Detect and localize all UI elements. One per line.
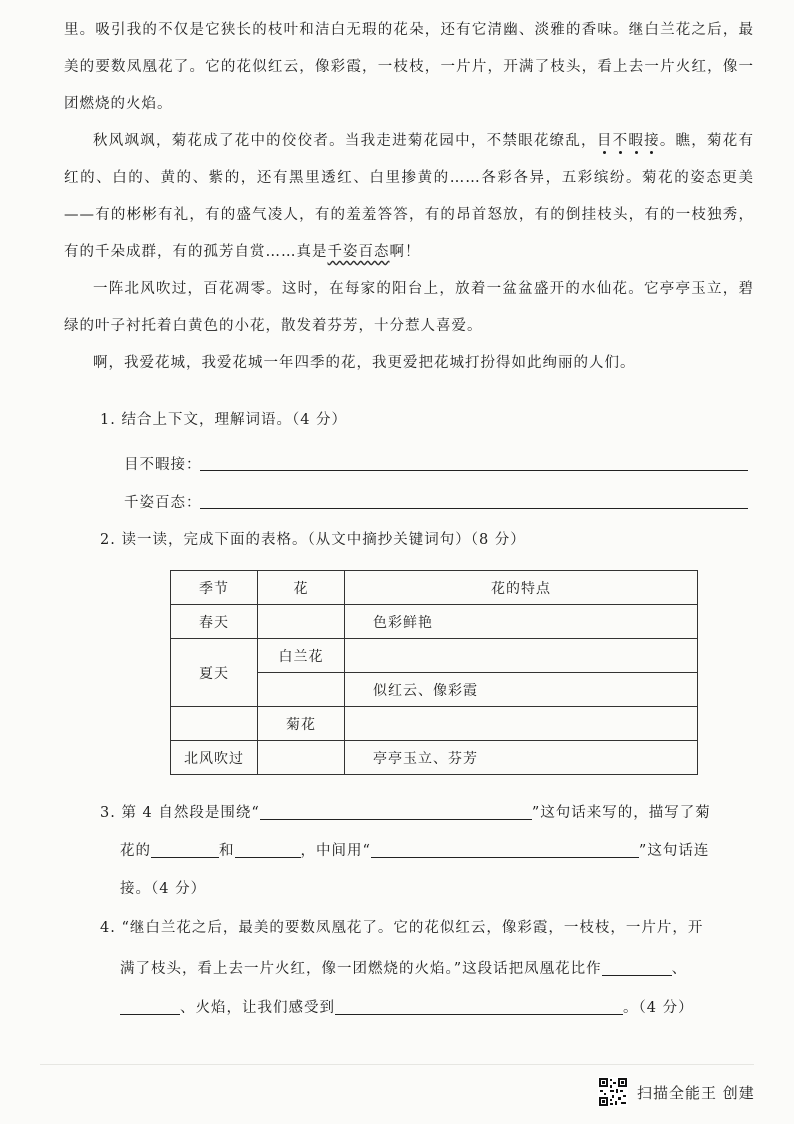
p2-after: 。瞧，菊花有红的、白的、黄的、紫的，还有黑里透红、白里掺黄的……各彩各异，五彩缤纷。菊花的姿态更美——有的彬彬有礼，有的盛气凌人，有的羞羞答答，有的昂首怒放，有的倒挂枝头，有的一枝独秀，有的千朵成群，有的孤芳自赏……真是: [64, 133, 755, 260]
q4-blank-2[interactable]: [120, 1000, 180, 1015]
q4-blank-1[interactable]: [602, 961, 672, 976]
qr-code-icon: [598, 1077, 628, 1107]
table-row-autumn: [171, 707, 698, 741]
p1-line3: 去一片火红，像一团燃烧的火焰。: [64, 59, 755, 112]
cell-summer: 夏天: [171, 639, 258, 707]
table-header-row: [171, 571, 698, 605]
q3-line1: [100, 803, 711, 823]
passage-paragraph-1: [64, 12, 754, 123]
q3-blank-2[interactable]: [151, 843, 219, 858]
q3-blank-1[interactable]: [260, 805, 532, 820]
passage-paragraph-2: [64, 123, 754, 271]
cell-autumn-flower: 菊花: [258, 707, 345, 741]
table-row-winter: [171, 741, 698, 775]
wavy-phrase: 千姿百态: [327, 244, 390, 260]
q1-word1-label: 目不暇接：: [124, 457, 202, 473]
q2-title: 2. 读一读，完成下面的表格。（从文中摘抄关键词句）（8 分）: [100, 532, 526, 548]
p3-text: 一阵北风吹过，百花凋零。这时，在每家的阳台上，放着一盆盆盛开的水仙花。它亭亭玉立，碧绿的叶子衬托着白黄色的小花，散发着芬芳，十分惹人喜爱。: [64, 281, 754, 334]
cell-winter-feature: 亭亭玉立、芬芳: [345, 741, 698, 775]
q4-line2-end: 、: [671, 961, 688, 977]
q3-line3: 接。（4 分）: [120, 881, 207, 897]
header-season: 季节: [171, 571, 258, 605]
dotted-char-1: 目: [596, 133, 613, 149]
q3-part-b: ”这句话来写的，描写了菊: [531, 805, 711, 821]
cell-summer-flower1: 白兰花: [258, 639, 345, 673]
cell-winter-flower-blank[interactable]: [258, 741, 345, 775]
q4-line3-a: 、火焰，让我们感受到: [180, 1000, 335, 1016]
q3-part-c: 花的: [120, 843, 151, 859]
table-row-spring: [171, 605, 698, 639]
flower-table: [170, 570, 698, 775]
footer-divider: [40, 1064, 754, 1065]
scanner-brand-label: 扫描全能王 创建: [637, 1084, 755, 1102]
p1-line2: 花之后，最美的要数凤凰花了。它的花似红云，像彩霞，一枝枝，一片片，开满了枝头，看上: [64, 22, 755, 75]
cell-summer-feature1-blank[interactable]: [345, 639, 698, 673]
q1-word2-label: 千姿百态：: [124, 495, 202, 511]
q4-blank-3[interactable]: [335, 1000, 623, 1015]
passage-paragraph-3: [64, 271, 754, 345]
q3-part-f: ”这句话连: [638, 843, 710, 859]
header-flower: 花: [258, 571, 345, 605]
q4-line2: [120, 959, 687, 979]
p1-line1: 里。吸引我的不仅是它狭长的枝叶和洁白无瑕的花朵，还有它清幽、淡雅的香味。继白兰: [64, 22, 676, 38]
q3-blank-4[interactable]: [371, 843, 639, 858]
cell-autumn-feature-blank[interactable]: [345, 707, 698, 741]
cell-summer-feature2: 似红云、像彩霞: [345, 673, 698, 707]
q1-title: 1. 结合上下文，理解词语。（4 分）: [100, 412, 348, 428]
p2-end: 啊！: [389, 244, 421, 260]
cell-winter: 北风吹过: [171, 741, 258, 775]
dotted-char-4: 接: [644, 133, 660, 149]
q1-word2-answer-line[interactable]: [200, 508, 748, 509]
cell-spring-feature: 色彩鲜艳: [345, 605, 698, 639]
q4-line3: [120, 998, 694, 1018]
q3-line2: [120, 841, 709, 861]
cell-autumn-season-blank[interactable]: [171, 707, 258, 741]
q1-word1-answer-line[interactable]: [200, 470, 748, 471]
q3-part-a: 3. 第 4 自然段是围绕“: [100, 805, 260, 821]
p2-before: 秋风飒飒，菊花成了花中的佼佼者。当我走进菊花园中，不禁眼花缭乱，: [93, 133, 597, 149]
dotted-char-2: 不: [612, 133, 629, 149]
cell-summer-flower2-blank[interactable]: [258, 673, 345, 707]
q4-line1: 4. “继白兰花之后，最美的要数凤凰花了。它的花似红云，像彩霞，一枝枝，一片片，开: [100, 920, 704, 936]
dotted-char-3: 暇: [628, 133, 645, 149]
p4-text: 啊，我爱花城，我爱花城一年四季的花，我更爱把花城打扮得如此绚丽的人们。: [93, 355, 636, 371]
q4-line2-text: 满了枝头，看上去一片火红，像一团燃烧的火焰。”这段话把凤凰花比作: [120, 961, 602, 977]
table-row-summer-1: [171, 639, 698, 673]
passage-paragraph-4: [64, 345, 754, 382]
cell-spring: 春天: [171, 605, 258, 639]
q3-part-e: ，中间用“: [300, 843, 371, 859]
cell-spring-flower-blank[interactable]: [258, 605, 345, 639]
header-feature: 花的特点: [345, 571, 698, 605]
q3-part-d: 和: [219, 843, 235, 859]
q3-blank-3[interactable]: [235, 843, 301, 858]
q4-line3-b: 。（4 分）: [623, 1000, 694, 1016]
